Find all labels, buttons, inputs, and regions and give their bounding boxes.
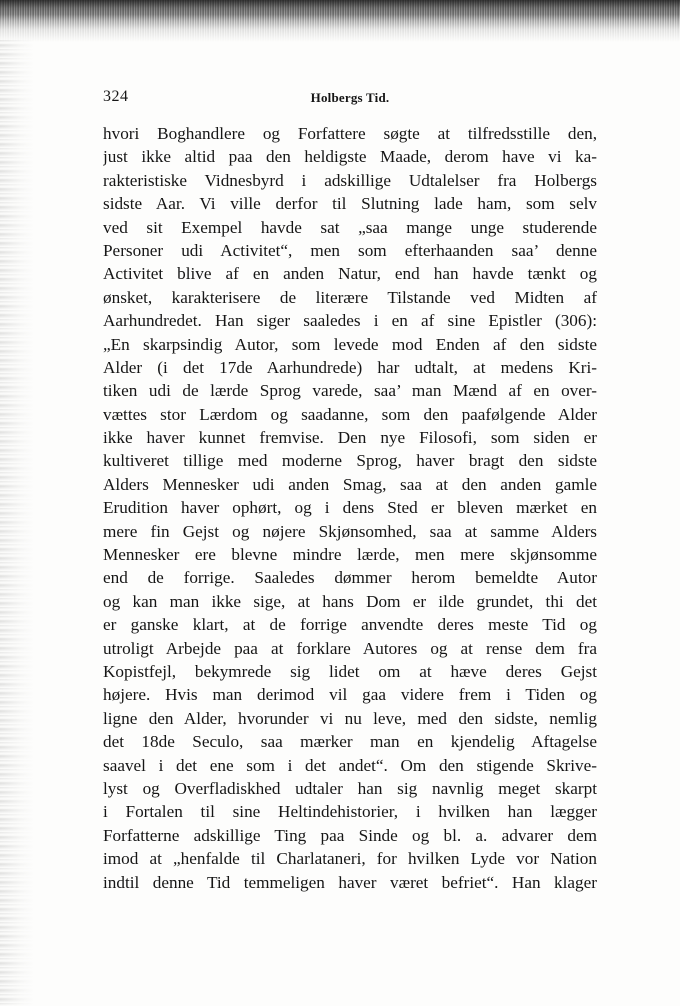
- text-line: er ganske klart, at de forrige anvendte deres meste Tid og: [103, 615, 597, 635]
- page-header: [103, 88, 597, 110]
- text-line: kultiveret tillige med moderne Sprog, haver bragt den sidste: [103, 451, 597, 471]
- text-line: sidste Aar. Vi ville derfor til Slutning lade ham, som selv: [103, 194, 597, 214]
- text-line: Alders Mennesker udi anden Smag, saa at den anden gamle: [103, 474, 597, 494]
- text-line: vættes stor Lærdom og saadanne, som den paafølgende Alder: [103, 404, 597, 424]
- text-line: imod at „henfalde til Charlataneri, for hvilken Lyde vor Nation: [103, 849, 597, 869]
- text-line: højere. Hvis man derimod vil gaa videre frem i Tiden og: [103, 685, 597, 705]
- text-line: hvori Boghandlere og Forfattere søgte at tilfredsstille den,: [103, 124, 597, 143]
- text-line: ikke haver kunnet fremvise. Den nye Filosofi, som siden er: [103, 428, 597, 448]
- text-line: rakteristiske Vidnesbyrd i adskillige Udtalelser fra Holbergs: [103, 170, 597, 190]
- text-line: Mennesker ere blevne mindre lærde, men mere skjønsomme: [103, 545, 597, 565]
- text-line: Erudition haver ophørt, og i dens Sted er bleven mærket en: [103, 498, 597, 518]
- text-line: indtil denne Tid temmeligen haver været befriet“. Han klager: [103, 872, 597, 892]
- text-line: Activitet blive af en anden Natur, end han havde tænkt og: [103, 264, 597, 284]
- text-line: det 18de Seculo, saa mærker man en kjendelig Aftagelse: [103, 732, 597, 752]
- text-line: utroligt Arbejde paa at forklare Autores og at rense dem fra: [103, 638, 597, 658]
- running-title: Holbergs Tid.: [310, 90, 390, 105]
- scan-edge-noise: [0, 0, 680, 42]
- text-line: ved sit Exempel havde sat „saa mange unge studerende: [103, 217, 597, 237]
- text-line: Forfatterne adskillige Ting paa Sinde og bl. a. advarer dem: [103, 825, 597, 845]
- text-line: i Fortalen til sine Heltindehistorier, i hvilken han lægger: [103, 802, 597, 822]
- text-line: mere fin Gejst og nøjere Skjønsomhed, saa at samme Alders: [103, 521, 597, 541]
- text-line: ligne den Alder, hvorunder vi nu leve, med den sidste, nemlig: [103, 708, 597, 728]
- text-line: Personer udi Activitet“, men som efterhaanden saa’ denne: [103, 240, 597, 260]
- text-line: just ikke altid paa den heldigste Maade, derom have vi ka-: [103, 147, 597, 167]
- text-line: lyst og Overfladiskhed udtaler han sig navnlig meget skarpt: [103, 778, 597, 798]
- text-line: tiken udi de lærde Sprog varede, saa’ man Mænd af en over-: [103, 381, 597, 401]
- body-text: [103, 122, 597, 894]
- scan-margin-noise: [0, 40, 34, 1006]
- text-line: Aarhundredet. Han siger saaledes i en af sine Epistler (306):: [103, 311, 597, 331]
- page-number: 324: [103, 88, 129, 105]
- text-line: Kopistfejl, bekymrede sig lidet om at hæve deres Gejst: [103, 661, 597, 681]
- text-line: saavel i det ene som i det andet“. Om den stigende Skrive-: [103, 755, 597, 775]
- text-line: end de forrige. Saaledes dømmer herom bemeldte Autor: [103, 568, 597, 588]
- text-line: „En skarpsindig Autor, som levede mod Enden af den sidste: [103, 334, 597, 354]
- text-line: og kan man ikke sige, at hans Dom er ilde grundet, thi det: [103, 591, 597, 611]
- text-line: ønsket, karakterisere de literære Tilstande ved Midten af: [103, 287, 597, 307]
- text-line: Alder (i det 17de Aarhundrede) har udtalt, at medens Kri-: [103, 357, 597, 377]
